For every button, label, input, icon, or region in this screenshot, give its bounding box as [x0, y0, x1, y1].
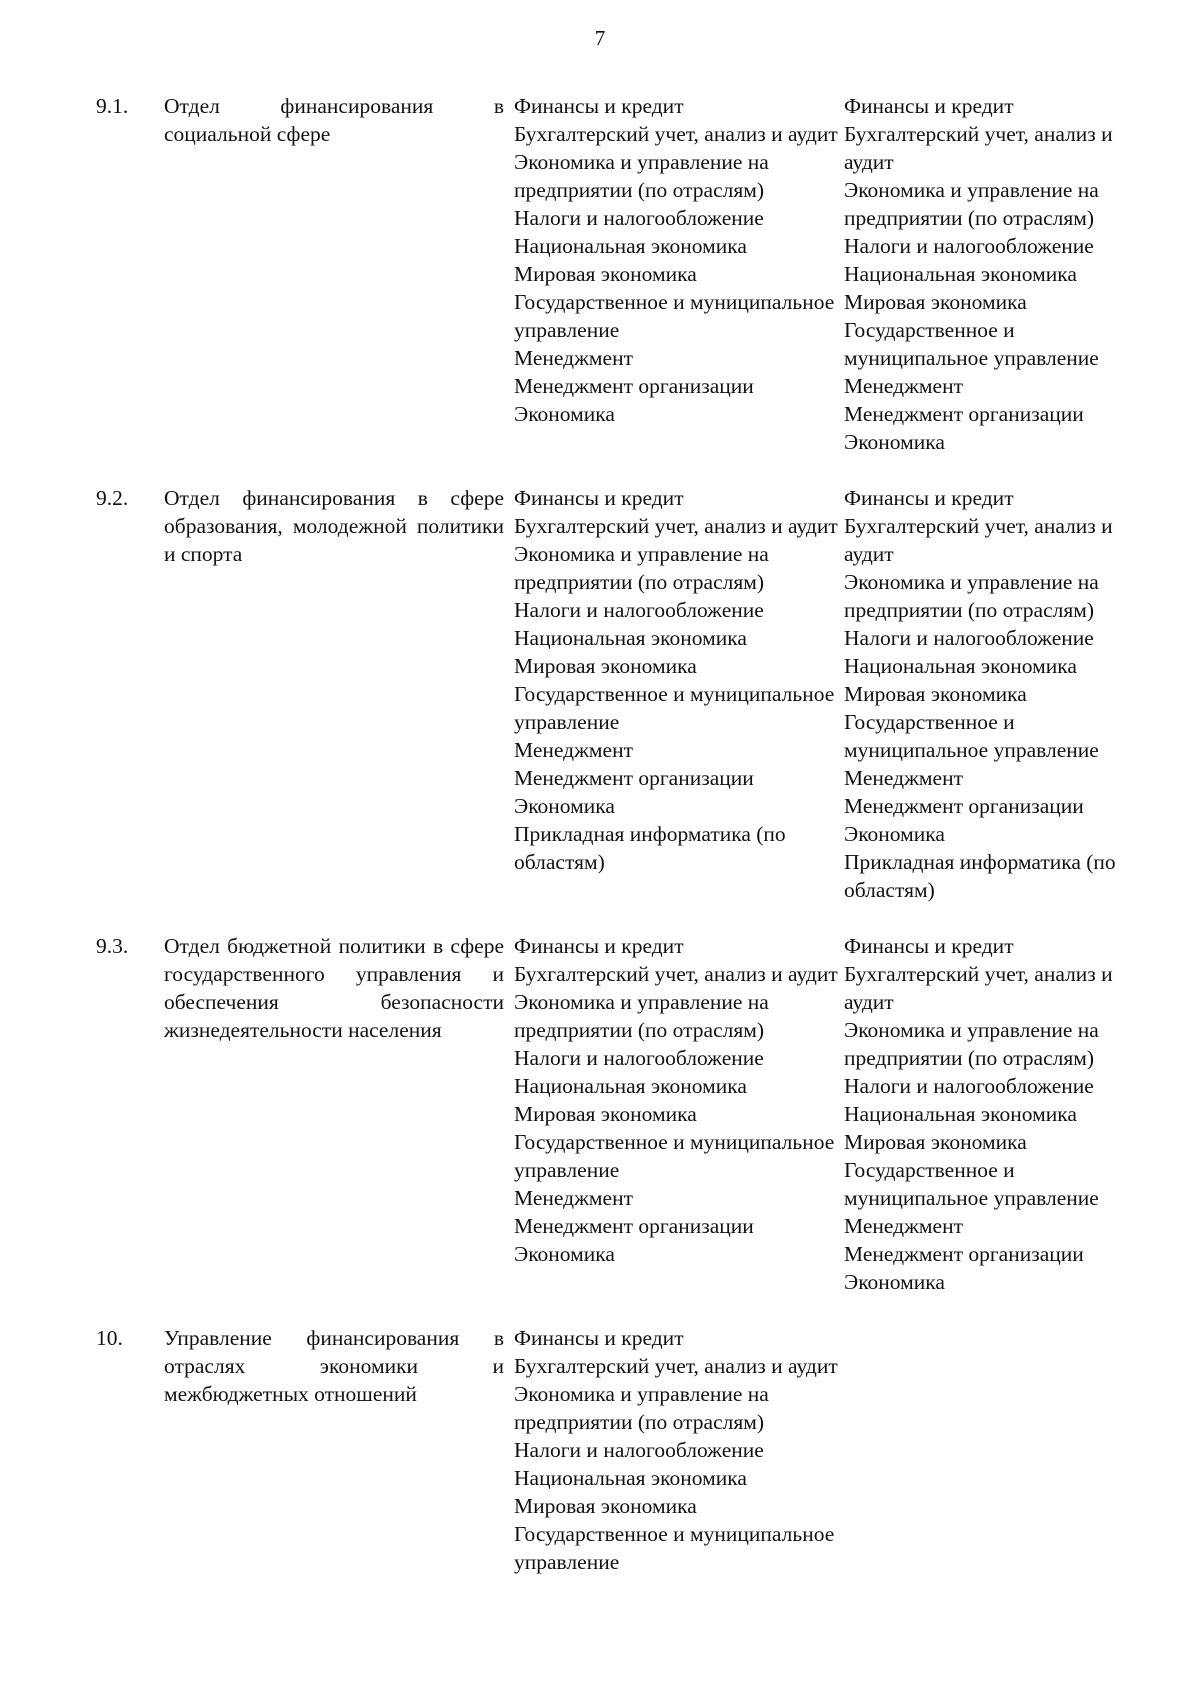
specialties-column-a	[514, 1324, 844, 1576]
specialty-item: Мировая экономика	[514, 1102, 697, 1126]
specialty-item: Национальная экономика	[844, 262, 1077, 286]
specialty-item: Экономика и управление на предприятии (по отраслям)	[844, 1018, 1099, 1070]
specialty-item: Финансы и кредит	[844, 94, 1014, 118]
specialty-item: Менеджмент организации	[514, 374, 754, 398]
specialty-item: Мировая экономика	[514, 262, 697, 286]
specialty-item: Государственное и муниципальное управление	[514, 682, 835, 734]
specialty-item: Менеджмент организации	[844, 794, 1084, 818]
specialty-item: Государственное и муниципальное управление	[844, 318, 1099, 370]
department-name: Управление финансирования в отраслях экономики и межбюджетных отношений	[164, 1326, 504, 1406]
specialty-item: Менеджмент организации	[844, 1242, 1084, 1266]
specialty-item: Экономика	[844, 1270, 945, 1294]
specialty-item: Налоги и налогообложение	[844, 626, 1094, 650]
specialty-item: Налоги и налогообложение	[844, 234, 1094, 258]
specialty-item: Экономика и управление на предприятии (по отраслям)	[514, 542, 769, 594]
specialty-item: Национальная экономика	[844, 1102, 1077, 1126]
specialty-item: Финансы и кредит	[514, 486, 684, 510]
specialty-item: Бухгалтерский учет, анализ и аудит	[844, 122, 1113, 174]
specialty-item: Экономика	[514, 794, 615, 818]
specialty-item: Менеджмент	[514, 738, 633, 762]
specialty-item: Экономика	[844, 822, 945, 846]
specialty-item: Бухгалтерский учет, анализ и аудит	[514, 122, 838, 146]
specialty-item: Финансы и кредит	[514, 1326, 684, 1350]
specialty-item: Экономика и управление на предприятии (по отраслям)	[514, 150, 769, 202]
table-row-10	[96, 1324, 1166, 1576]
table-row-9-3	[96, 932, 1166, 1296]
specialty-item: Экономика и управление на предприятии (по отраслям)	[844, 178, 1099, 230]
specialty-item: Национальная экономика	[514, 626, 747, 650]
row-number: 10.	[96, 1326, 123, 1350]
specialty-item: Менеджмент организации	[844, 402, 1084, 426]
specialty-item: Государственное и муниципальное управление	[514, 1130, 835, 1182]
specialty-item: Менеджмент организации	[514, 1214, 754, 1238]
specialty-item: Национальная экономика	[514, 1466, 747, 1490]
specialty-item: Налоги и налогообложение	[514, 1438, 764, 1462]
department-name: Отдел бюджетной политики в сфере государственного управления и обеспечения безопасности жизнедеятельности населения	[164, 934, 504, 1042]
specialties-column-b	[844, 932, 1166, 1296]
page-number: 7	[594, 26, 606, 50]
specialty-item: Прикладная информатика (по областям)	[844, 850, 1116, 902]
table-row-9-1	[96, 92, 1166, 456]
specialty-item: Государственное и муниципальное управление	[844, 1158, 1099, 1210]
specialty-item: Экономика	[844, 430, 945, 454]
specialty-item: Бухгалтерский учет, анализ и аудит	[844, 514, 1113, 566]
specialty-item: Экономика и управление на предприятии (по отраслям)	[514, 990, 769, 1042]
specialty-item: Финансы и кредит	[514, 94, 684, 118]
specialty-item: Мировая экономика	[844, 682, 1027, 706]
specialties-column-b	[844, 484, 1166, 904]
specialty-item: Мировая экономика	[514, 654, 697, 678]
specialty-item: Бухгалтерский учет, анализ и аудит	[514, 1354, 838, 1378]
specialty-item: Государственное и муниципальное управление	[514, 1522, 835, 1574]
specialty-item: Мировая экономика	[844, 290, 1027, 314]
specialty-item: Налоги и налогообложение	[514, 598, 764, 622]
department-name: Отдел финансирования в сфере образования, молодежной политики и спорта	[164, 486, 504, 566]
specialty-item: Финансы и кредит	[844, 486, 1014, 510]
specialty-item: Государственное и муниципальное управление	[844, 710, 1099, 762]
specialties-column-b	[844, 92, 1166, 456]
specialty-item: Бухгалтерский учет, анализ и аудит	[514, 514, 838, 538]
department-name: Отдел финансирования в социальной сфере	[164, 94, 504, 146]
specialty-item: Менеджмент	[844, 374, 963, 398]
specialty-item: Экономика и управление на предприятии (по отраслям)	[844, 570, 1099, 622]
specialties-column-a	[514, 932, 844, 1268]
specialty-item: Национальная экономика	[514, 234, 747, 258]
specialty-item: Государственное и муниципальное управление	[514, 290, 835, 342]
specialty-item: Менеджмент организации	[514, 766, 754, 790]
specialty-item: Налоги и налогообложение	[514, 1046, 764, 1070]
specialty-item: Национальная экономика	[514, 1074, 747, 1098]
row-number: 9.2.	[96, 486, 129, 510]
specialty-item: Менеджмент	[514, 1186, 633, 1210]
specialty-item: Бухгалтерский учет, анализ и аудит	[514, 962, 838, 986]
specialty-item: Менеджмент	[514, 346, 633, 370]
specialty-item: Прикладная информатика (по областям)	[514, 822, 786, 874]
specialty-item: Мировая экономика	[514, 1494, 697, 1518]
specialty-item: Мировая экономика	[844, 1130, 1027, 1154]
row-number: 9.1.	[96, 94, 129, 118]
specialties-column-a	[514, 484, 844, 876]
specialty-item: Налоги и налогообложение	[514, 206, 764, 230]
specialty-item: Менеджмент	[844, 766, 963, 790]
specialty-item: Менеджмент	[844, 1214, 963, 1238]
specialty-item: Экономика	[514, 402, 615, 426]
specialty-item: Бухгалтерский учет, анализ и аудит	[844, 962, 1113, 1014]
specialties-column-a	[514, 92, 844, 428]
specialty-item: Налоги и налогообложение	[844, 1074, 1094, 1098]
table-row-9-2	[96, 484, 1166, 904]
specialty-item: Национальная экономика	[844, 654, 1077, 678]
row-number: 9.3.	[96, 934, 129, 958]
specialty-item: Экономика	[514, 1242, 615, 1266]
specialty-item: Экономика и управление на предприятии (по отраслям)	[514, 1382, 769, 1434]
specialty-item: Финансы и кредит	[844, 934, 1014, 958]
specialties-table	[96, 92, 1166, 1576]
specialty-item: Финансы и кредит	[514, 934, 684, 958]
